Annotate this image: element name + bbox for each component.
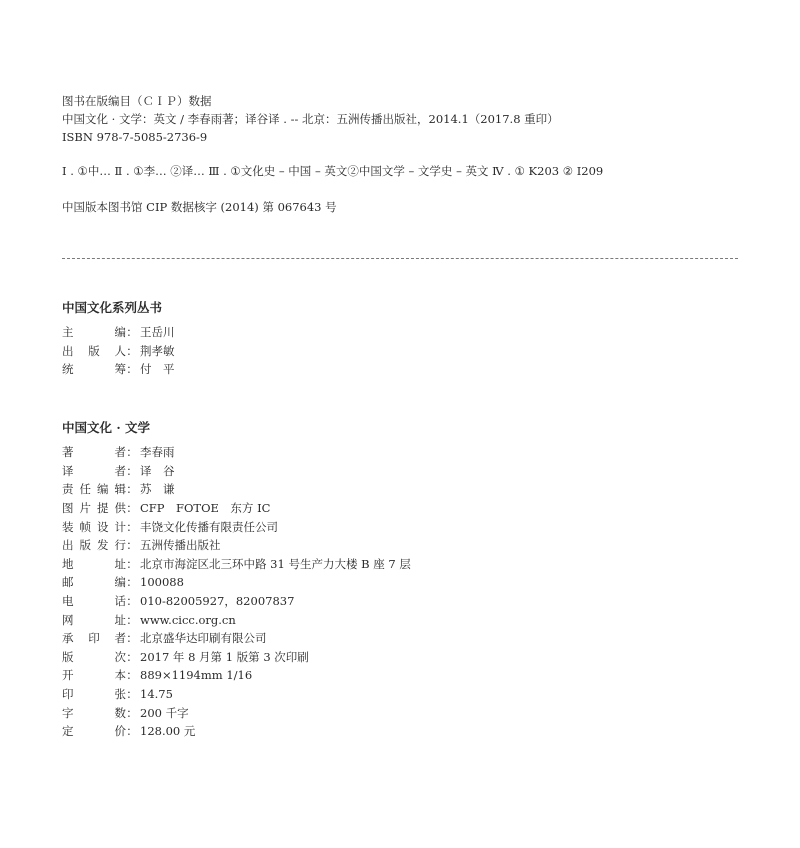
credit-value: 889×1194mm 1/16 [140,668,253,683]
credit-label: 印 张 [62,687,126,702]
cip-heading: 图书在版编目（ＣＩＰ）数据 [62,94,212,108]
credit-colon: ： [126,575,138,590]
credit-value: 100088 [140,575,184,590]
credit-row [62,360,662,379]
credit-label: 定 价 [62,724,126,739]
credit-row [62,703,662,722]
credit-value: 王岳川 [140,325,175,340]
credit-label: 电 话 [62,594,126,609]
cip-block [62,92,752,216]
credit-colon: ： [126,445,138,460]
credit-row [62,480,662,499]
credit-row [62,342,662,361]
series-title: 中国文化系列丛书 [62,300,163,315]
credit-label: 开 本 [62,668,126,683]
credit-label: 地 址 [62,556,126,571]
credit-label: 主 编 [62,325,126,340]
credit-value: 北京盛华达印刷有限公司 [140,631,267,646]
credit-colon: ： [126,482,138,497]
credit-value: 五洲传播出版社 [140,538,221,553]
credit-row [62,685,662,704]
book-title: 中国文化 · 文学 [62,420,151,435]
credit-label: 译 者 [62,463,126,478]
credit-row [62,666,662,685]
credit-value: CFP FOTOE 东方 IC [140,501,271,516]
credit-colon: ： [126,325,138,340]
credit-value: 2017 年 8 月第 1 版第 3 次印刷 [140,649,309,664]
credit-value: 200 千字 [140,705,189,720]
credit-value: 010-82005927，82007837 [140,594,295,609]
credit-row [62,517,662,536]
credit-value: 荆孝敏 [140,343,175,358]
credit-colon: ： [126,724,138,739]
credit-colon: ： [126,343,138,358]
credit-row [62,499,662,518]
credit-colon: ： [126,687,138,702]
credit-row [62,722,662,741]
credit-value: 128.00 元 [140,724,196,739]
credit-row [62,462,662,481]
credit-value: 北京市海淀区北三环中路 31 号生产力大楼 B 座 7 层 [140,556,411,571]
credit-value: 李春雨 [140,445,175,460]
cip-isbn: ISBN 978-7-5085-2736-9 [62,130,208,144]
credit-value: 丰饶文化传播有限责任公司 [140,519,278,534]
credit-label: 图 片 提 供 [62,501,126,516]
credit-label: 著 者 [62,445,126,460]
credit-colon: ： [126,501,138,516]
cip-library-note: 中国版本图书馆 CIP 数据核字 (2014) 第 067643 号 [62,200,337,214]
credit-colon: ： [126,649,138,664]
dashed-divider [62,258,738,259]
credit-row [62,443,662,462]
credit-row [62,610,662,629]
credit-row [62,592,662,611]
credit-colon: ： [126,668,138,683]
credit-colon: ： [126,362,138,377]
series-credits [62,323,662,379]
credit-label: 责 任 编 辑 [62,482,126,497]
credit-label: 版 次 [62,649,126,664]
credit-value: www.cicc.org.cn [140,612,236,627]
credit-label: 装 帧 设 计 [62,519,126,534]
credit-colon: ： [126,631,138,646]
credit-label: 邮 编 [62,575,126,590]
credit-label: 网 址 [62,612,126,627]
credit-row [62,555,662,574]
credit-row [62,573,662,592]
credit-label: 字 数 [62,705,126,720]
credit-label: 出 版 人 [62,343,126,358]
book-credits [62,443,662,741]
credit-colon: ： [126,519,138,534]
credit-label: 统 筹 [62,362,126,377]
credit-row [62,323,662,342]
series-section [62,299,662,379]
credit-value: 14.75 [140,687,173,702]
credit-colon: ： [126,556,138,571]
credit-colon: ： [126,705,138,720]
credit-label: 承 印 者 [62,631,126,646]
book-section [62,419,662,741]
credit-colon: ： [126,612,138,627]
credit-row [62,536,662,555]
cip-classification: Ⅰ . ①中… Ⅱ . ①李… ②译… Ⅲ . ①文化史 – 中国 – 英文②中国文学 – 文学史 – 英文 Ⅳ . ① K203 ② I209 [62,164,604,178]
credit-value: 付 平 [140,362,175,377]
credit-colon: ： [126,538,138,553]
credit-value: 译 谷 [140,463,175,478]
credit-label: 出 版 发 行 [62,538,126,553]
credit-value: 苏 谦 [140,482,175,497]
credit-colon: ： [126,463,138,478]
credit-row [62,629,662,648]
credit-row [62,648,662,667]
cip-title-line: 中国文化 · 文学：英文 / 李春雨著；译谷译 . -- 北京：五洲传播出版社，2014.1（2017.8 重印） [62,112,559,126]
credit-colon: ： [126,594,138,609]
